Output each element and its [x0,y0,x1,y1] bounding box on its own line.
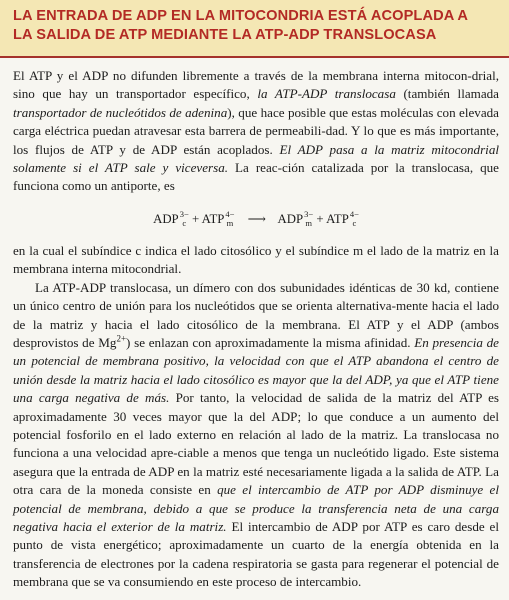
equation-term-2-scripts [225,210,234,228]
equation-term-1-side: c [182,217,187,228]
equation-term-3-side: m [305,217,312,228]
paragraph-3-italic-rate-statement: En presencia de un potencial de membrana positivo, la velocidad con que el ATP abandona el centro de unión desde la matriz hacia el lado citosólico es mayor que la del ADP, ya que el ATP tiene una carga negativa de más. [13,334,499,406]
paragraph-3-text-b: ) se enlazan con aproximadamente la misma afinidad. [126,334,415,350]
equation-term-1-charge: 3− [179,208,189,219]
paragraph-1-italic-statement: El ADP pasa a la matriz mitocondrial solamente si el ATP sale y viceversa. [13,141,499,176]
equation-term-4-base: ATP [326,211,349,226]
paragraph-1-italic-term: la ATP-ADP translocasa [257,86,396,102]
paragraph-3 [13,279,499,592]
equation-term-4-charge: 4− [349,208,359,219]
equation-plus-1: + [191,211,200,226]
section-title-line-2: LA SALIDA DE ATP MEDIANTE LA ATP-ADP TRANSLOCASA [13,27,437,43]
paragraph-1 [13,67,499,196]
equation-term-atp-matrix [201,208,235,228]
equation-term-3-scripts [304,210,313,228]
equation-term-2-base: ATP [201,211,225,226]
paragraph-1-text-d: La reac-ción catalizada por la translocasa, que funciona como un antiporte, es [13,160,499,194]
equation-term-adp-cytosol [153,208,189,228]
equation-term-1-scripts [180,210,189,228]
equation-term-2-charge: 4− [225,208,235,219]
equation-term-3-charge: 3− [304,208,314,219]
equation-term-atp-cytosol [326,208,359,228]
equation-term-3-base: ADP [277,211,304,226]
equation-arrow: ⟶ [247,211,266,226]
section-title-line-1: LA ENTRADA DE ADP EN LA MITOCONDRIA ESTÁ ACOPLADA A [13,8,469,24]
paragraph-3-text-c: Por tanto, la velocidad de salida de la matriz del ATP es aproximadamente 30 veces mayor que la del ADP; lo que conduce a un aumento del potencial fosforilo en el lado externo en relación al lado de la matriz. La translocasa no funciona a una velocidad apre-ciable a menos que tenga un nucleótido ligado. Este sistema asegura que la entrada de ADP en la matriz esté necesariamente ligada a la salida de ATP. La otra cara de la moneda consiste en [13,390,499,498]
antiport-equation [13,209,499,229]
paragraph-1-text-b: (también llamada [395,86,499,102]
paragraph-1-text-a: El ATP y el ADP no difunden libremente a través de la membrana interna mitocon-drial, sino que hay un transportador específico, [13,68,499,102]
paragraph-3-italic-potential-statement: que el intercambio de ATP por ADP disminuye el potencial de membrana, debido a que se produce la transferencia neta de una carga negativa hacia el exterior de la matriz. [13,482,499,534]
magnesium-charge: 2+ [116,333,127,344]
equation-term-4-scripts [350,210,359,228]
equation-term-adp-matrix [277,208,314,228]
equation-plus-2: + [316,211,324,226]
body-text [13,67,499,592]
paragraph-3-text-a: La ATP-ADP translocasa, un dímero con dos subunidades idénticas de 30 kd, contiene un único centro de unión para los nucleótidos que se orienta alternativa-mente hacia el lado de la matriz y hacia el lado citosólico de la membrana. El ATP y el ADP (ambos desprovistos de Mg [13,279,499,350]
paragraph-2: en la cual el subíndice c indica el lado citosólico y el subíndice m el lado de la matriz en la membrana interna mitocondrial. [13,242,499,277]
section-header [0,0,509,58]
equation-term-2-side: m [226,217,234,228]
equation-term-1-base: ADP [153,211,179,226]
paragraph-1-italic-alt-name: transportador de nucleótidos de adenina [13,104,228,120]
equation-term-4-side: c [352,217,357,228]
paragraph-1-text-c: ), que hace posible que estas moléculas con elevada carga eléctrica puedan atravesar esta barrera de permeabili-dad. Y lo que es más importante, los flujos de ATP y de ADP están acoplados. [13,104,499,157]
paragraph-3-text-d: El intercambio de ADP por ATP es caro desde el punto de vista energético; aproximadamente un cuarto de la energía obtenida en la transferencia de electrones por la cadena respiratoria se gasta para regenerar el potencial de membrana que se va consumiendo en este proceso de intercambio. [13,519,499,590]
